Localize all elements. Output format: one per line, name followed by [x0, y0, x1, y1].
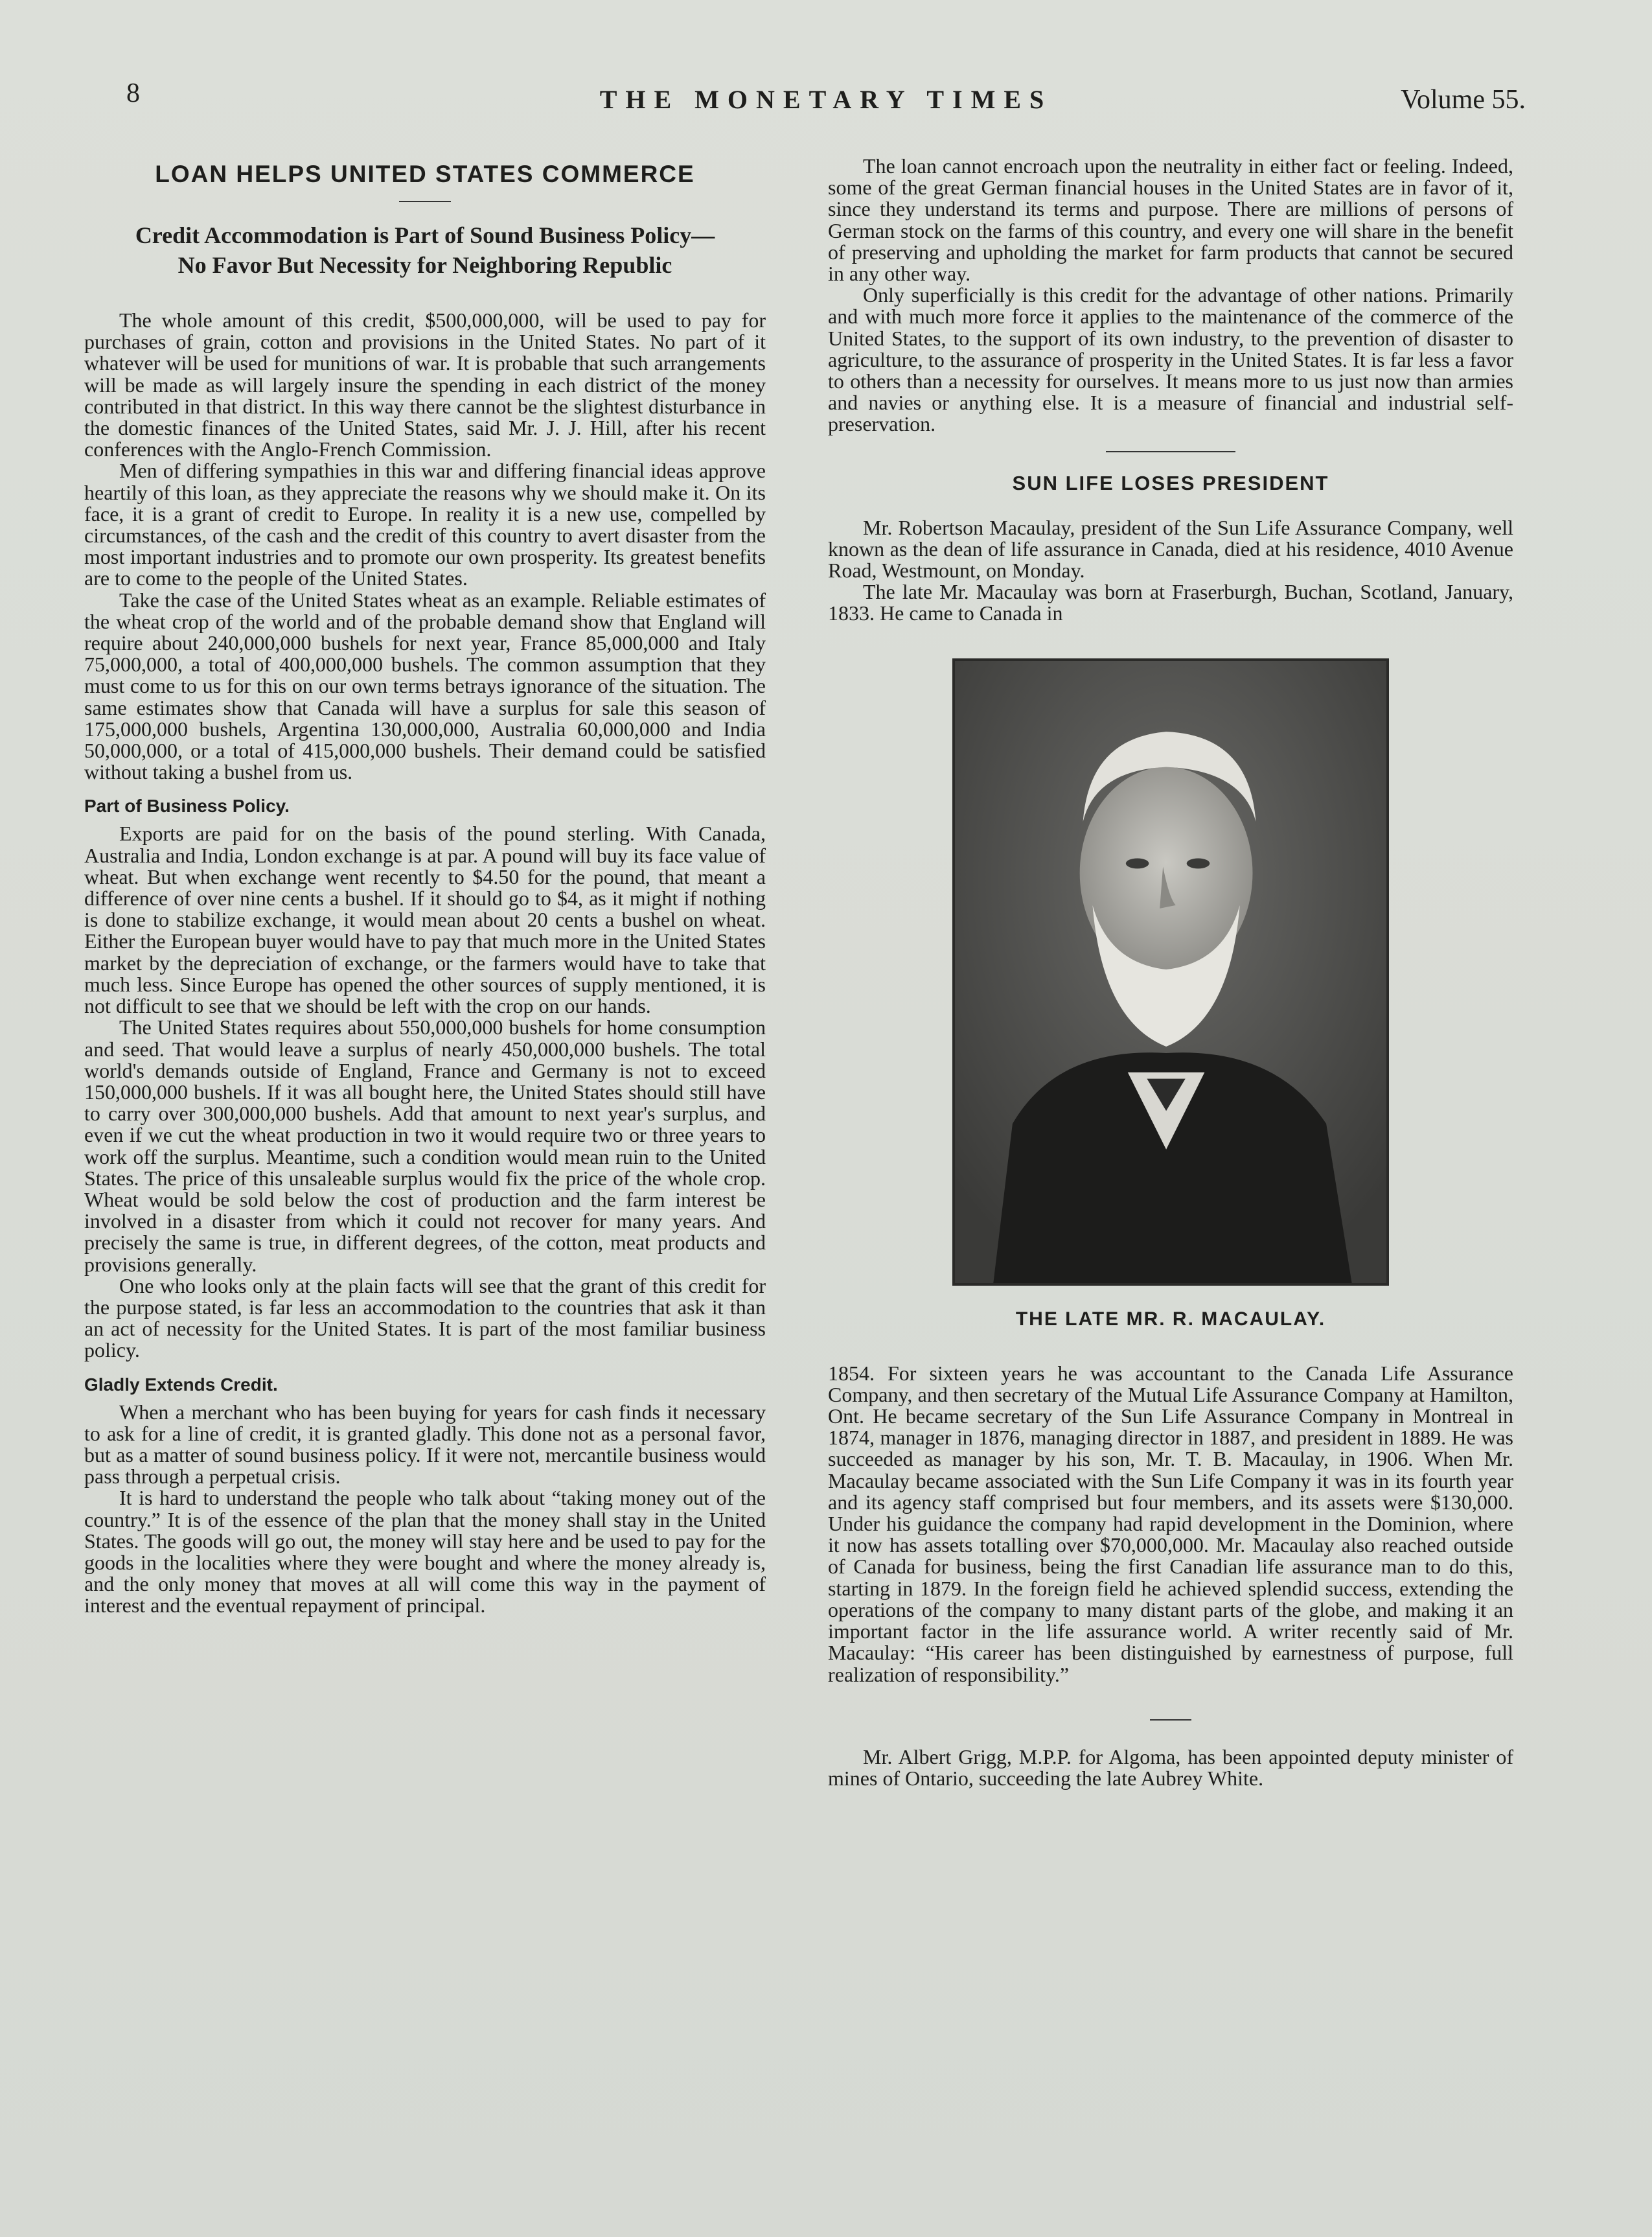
page-number: 8: [126, 78, 140, 108]
headline-rule: [399, 201, 451, 202]
article-paragraph: Only superficially is this credit for the advantage of other nations. Primarily and with much more force it applies to the maintenance of the commerce of the United States, to the support of its own industry, to the prevention of disaster to agriculture, to the assurance of prosperity in the United States. It is far less a favor to others than a necessity for ourselves. It means more to us just now than armies and navies or anything else. It is a measure of financial and industrial self-preservation.: [828, 283, 1513, 436]
obituary-headline: SUN LIFE LOSES PRESIDENT: [1012, 471, 1329, 494]
section-heading: Part of Business Policy.: [84, 796, 290, 817]
article-paragraph: Men of differing sympathies in this war and differing financial ideas approve heartily of this loan, as they appreciate the reasons why we should make it. On its face, it is a grant of credit to Europe. In reality it is a new use, compelled by circumstances, of the cash and the credit of this country to avert disaster from the most important industries and to promote our own prosperity. Its greatest benefits are to come to the people of the United States.: [84, 459, 766, 590]
journal-title: THE MONETARY TIMES: [599, 85, 1053, 114]
news-brief: Mr. Albert Grigg, M.P.P. for Algoma, has been appointed deputy minister of mines of Ontario, succeeding the late Aubrey White.: [828, 1744, 1513, 1790]
article-paragraph: Exports are paid for on the basis of the pound sterling. With Canada, Australia and India, London exchange is at par. A pound will buy its face value of wheat. But when exchange went recently to $4.50 for the pound, that meant a difference of over nine cents a bushel. If it should go to $4, as it might if nothing is done to stabilize exchange, it would mean about 20 cents a bushel on wheat. Either the European buyer would have to pay that much more in the United States market by the depreciation of exchange, or the farmers would have to take that much less. Since Europe has opened the other sources of supply mentioned, it is not difficult to see that we should be left with the crop on our hands.: [84, 822, 766, 1018]
section-heading: Gladly Extends Credit.: [84, 1374, 278, 1395]
article-subhead: [84, 220, 766, 280]
subhead-line-2: No Favor But Necessity for Neighboring Republic: [178, 252, 672, 278]
article-paragraph: Mr. Robertson Macaulay, president of the Sun Life Assurance Company, well known as the dean of life assurance in Canada, died at his residence, 4010 Avenue Road, Westmount, on Monday.: [828, 515, 1513, 583]
article-paragraph: When a merchant who has been buying for years for cash finds it necessary to ask for a line of credit, it is granted gladly. This done not as a personal favor, but as a matter of sound business policy. If it were not, mercantile business would pass through a perpetual crisis.: [84, 1400, 766, 1489]
article-paragraph: The United States requires about 550,000,000 bushels for home consumption and seed. That would leave a surplus of nearly 450,000,000 bushels. The total world's demands outside of England, France and Germany is not to exceed 150,000,000 bushels. If it was all bought here, the United States should still have to carry over 300,000,000 bushels. Add that amount to next year's surplus, and even if we cut the wheat production in two it would require two or three years to work off the surplus. Meantime, such a condition would mean ruin to the United States. The price of this unsaleable surplus would fix the price of the whole crop. Wheat would be sold below the cost of production and the farm interest be involved in a disaster from which it could not recover for many years. And precisely the same is true, in different degrees, of the cotton, meat products and provisions generally.: [84, 1015, 766, 1276]
right-column: [828, 156, 1513, 1789]
article-paragraph: The whole amount of this credit, $500,000,000, will be used to pay for purchases of grain, cotton and provisions in the United States. No part of it whatever will be used for munitions of war. It is probable that such arrangements will be made as will largely insure the spending in each district of the money contributed in that district. In this way there cannot be the slightest disturbance in the domestic finances of the United States, said Mr. J. J. Hill, after his recent conferences with the Anglo-French Commission.: [84, 308, 766, 461]
article-paragraph: One who looks only at the plain facts will see that the grant of this credit for the purpose stated, is far less an accommodation to the countries that ask it than an act of necessity for the United States. It is part of the most familiar business policy.: [84, 1273, 766, 1362]
volume-label: Volume 55.: [1401, 85, 1526, 115]
portrait-photo: [952, 658, 1389, 1286]
article-paragraph: 1854. For sixteen years he was accountant to the Canada Life Assurance Company, and then secretary of the Mutual Life Assurance Company at Hamilton, Ont. He became secretary of the Sun Life Assurance Company in Montreal in 1874, manager in 1876, managing director in 1887, and president in 1889. He was succeeded as manager by his son, Mr. T. B. Macaulay, in 1906. When Mr. Macaulay became associated with the Sun Life Company it was in its fourth year and its agency staff comprised but four members, and its assets were $130,000. Under his guidance the company had rapid development in the Dominion, where it now has assets totalling over $70,000,000. Mr. Macaulay also reached outside of Canada for business, being the first Canadian life assurance man to do this, starting in 1879. In the foreign field he achieved splendid success, extending the operations of the company to many distant parts of the globe, and making it an important factor in the life assurance world. A writer recently said of Mr. Macaulay: “His career has been distinguished by earnestness of purpose, full realization of responsibility.”: [828, 1361, 1513, 1686]
article-headline: LOAN HELPS UNITED STATES COMMERCE: [155, 161, 695, 187]
left-column: [84, 156, 766, 1617]
article-separator-rule: [1106, 451, 1235, 452]
portrait-caption: THE LATE MR. R. MACAULAY.: [1015, 1308, 1326, 1330]
subhead-line-1: Credit Accommodation is Part of Sound Business Policy—: [135, 222, 715, 248]
article-paragraph: It is hard to understand the people who talk about “taking money out of the country.” It is of the essence of the plan that the money shall stay in the United States. The goods will go out, the money will stay here and be used to pay for the goods in the localities where they were bought and where the money already is, and the only money that moves at all will come this way in the payment of interest and the eventual repayment of principal.: [84, 1486, 766, 1617]
article-paragraph: The loan cannot encroach upon the neutrality in either fact or feeling. Indeed, some of the great German financial houses in the United States are in favor of it, since they understand its terms and purpose. There are millions of persons of German stock on the farms of this country, and every one will share in the benefit of preserving and upholding the market for farm products that cannot be secured in any other way.: [828, 154, 1513, 286]
article-paragraph: Take the case of the United States wheat as an example. Reliable estimates of the wheat crop of the world and of the probable demand show that England will require about 240,000,000 bushels for next year, France 85,000,000 and Italy 75,000,000, a total of 400,000,000 bushels. The common assumption that they must come to us for this on our own terms betrays ignorance of the situation. The same estimates show that Canada will have a surplus for sale this season of 175,000,000 bushels, Argentina 130,000,000, Australia 60,000,000 and India 50,000,000, or a total of 415,000,000 bushels. Their demand could be satisfied without taking a bushel from us.: [84, 588, 766, 784]
article-paragraph: The late Mr. Macaulay was born at Fraserburgh, Buchan, Scotland, January, 1833. He came to Canada in: [828, 580, 1513, 625]
page-header: [126, 78, 1526, 130]
portrait-image: [955, 661, 1386, 1283]
portrait-block: [828, 658, 1513, 1289]
